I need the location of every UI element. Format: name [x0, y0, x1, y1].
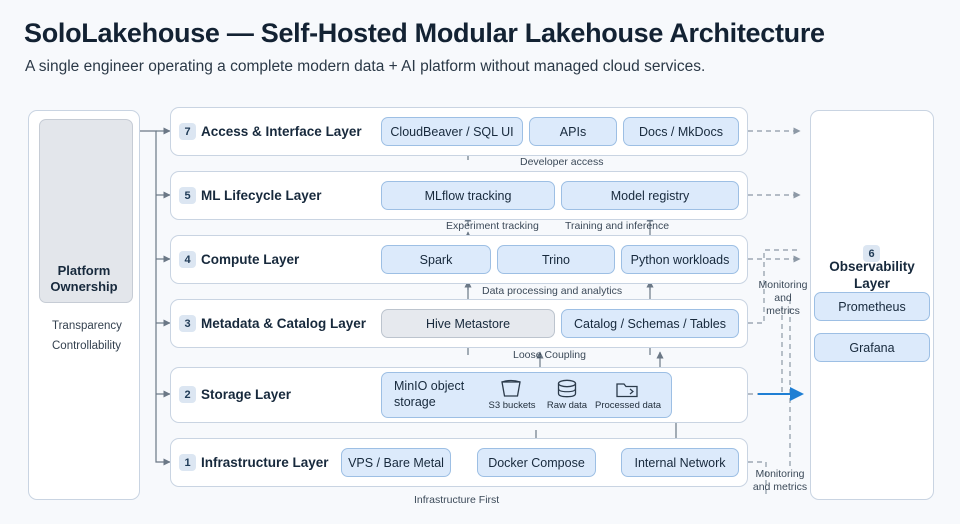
- layer-number-3: 3: [179, 315, 196, 332]
- node-internal-network[interactable]: Internal Network: [621, 448, 739, 477]
- layer-number-2: 2: [179, 386, 196, 403]
- node-hive-metastore[interactable]: Hive Metastore: [381, 309, 555, 338]
- storage-item-label-raw-data: Raw data: [546, 400, 588, 411]
- layer-title-compute: Compute Layer: [201, 252, 300, 267]
- storage-item-label-s3-buckets: S3 buckets: [488, 400, 536, 411]
- platform-ownership-panel: [28, 110, 140, 500]
- node-python-workloads[interactable]: Python workloads: [621, 245, 739, 274]
- database-icon: [554, 378, 580, 400]
- ownership-bullet-transparency: Transparency: [52, 320, 122, 332]
- monitoring-top-line2: and: [774, 292, 792, 305]
- layer-title-infrastructure: Infrastructure Layer: [201, 455, 329, 470]
- node-cloudbeaver-sql-ui[interactable]: CloudBeaver / SQL UI: [381, 117, 523, 146]
- edge-label-monitoring-metrics-top: [756, 279, 810, 318]
- ownership-label: [29, 263, 139, 296]
- edge-label-monitoring-metrics-bottom: [746, 468, 814, 494]
- layer-title-ml-lifecycle: ML Lifecycle Layer: [201, 188, 322, 203]
- observability-number-6: 6: [863, 245, 880, 262]
- ownership-label-line2: Ownership: [50, 279, 118, 295]
- node-spark[interactable]: Spark: [381, 245, 491, 274]
- layer-number-1: 1: [179, 454, 196, 471]
- edge-label-loose-coupling: Loose Coupling: [513, 349, 586, 361]
- node-model-registry[interactable]: Model registry: [561, 181, 739, 210]
- layer-title-metadata-catalog: Metadata & Catalog Layer: [201, 316, 367, 331]
- edge-label-training-and-inference: Training and inference: [565, 220, 670, 232]
- page-subtitle: A single engineer operating a complete modern data + AI platform without managed cloud services.: [25, 58, 706, 75]
- node-docs-mkdocs[interactable]: Docs / MkDocs: [623, 117, 739, 146]
- page-title: SoloLakehouse — Self-Hosted Modular Lakehouse Architecture: [24, 18, 825, 48]
- layer-title-access-interface: Access & Interface Layer: [201, 124, 362, 139]
- edge-label-experiment-tracking: Experiment tracking: [446, 220, 539, 232]
- ownership-bullet-controllability: Controllability: [52, 340, 122, 352]
- node-grafana[interactable]: Grafana: [814, 333, 930, 362]
- monitoring-bottom-line2: and metrics: [752, 481, 808, 494]
- node-mlflow-tracking[interactable]: MLflow tracking: [381, 181, 555, 210]
- layer-number-4: 4: [179, 251, 196, 268]
- folder-icon: [614, 378, 640, 400]
- storage-item-label-processed-data: Processed data: [594, 400, 661, 411]
- node-trino[interactable]: Trino: [497, 245, 615, 274]
- layer-number-5: 5: [179, 187, 196, 204]
- edge-label-developer-access: Developer access: [520, 156, 604, 168]
- observability-title: [810, 240, 934, 293]
- monitoring-bottom-line1: Monitoring: [755, 468, 805, 480]
- node-minio-label: MinIO object storage: [394, 379, 465, 409]
- node-apis[interactable]: APIs: [529, 117, 617, 146]
- monitoring-top-line3: metrics: [766, 305, 800, 318]
- bucket-icon: [498, 378, 524, 400]
- node-docker-compose[interactable]: Docker Compose: [477, 448, 596, 477]
- node-vps-bare-metal[interactable]: VPS / Bare Metal: [341, 448, 451, 477]
- edge-label-infrastructure-first: Infrastructure First: [414, 494, 500, 506]
- node-catalog-schemas-tables[interactable]: Catalog / Schemas / Tables: [561, 309, 739, 338]
- monitoring-top-line1: Monitoring: [758, 279, 808, 291]
- layer-number-7: 7: [179, 123, 196, 140]
- edge-label-data-processing: Data processing and analytics: [482, 285, 623, 297]
- observability-title-line1: Observability: [829, 258, 915, 274]
- node-prometheus[interactable]: Prometheus: [814, 292, 930, 321]
- layer-title-storage: Storage Layer: [201, 387, 292, 402]
- ownership-label-line1: Platform: [57, 263, 111, 278]
- observability-title-line2: Layer: [853, 276, 891, 292]
